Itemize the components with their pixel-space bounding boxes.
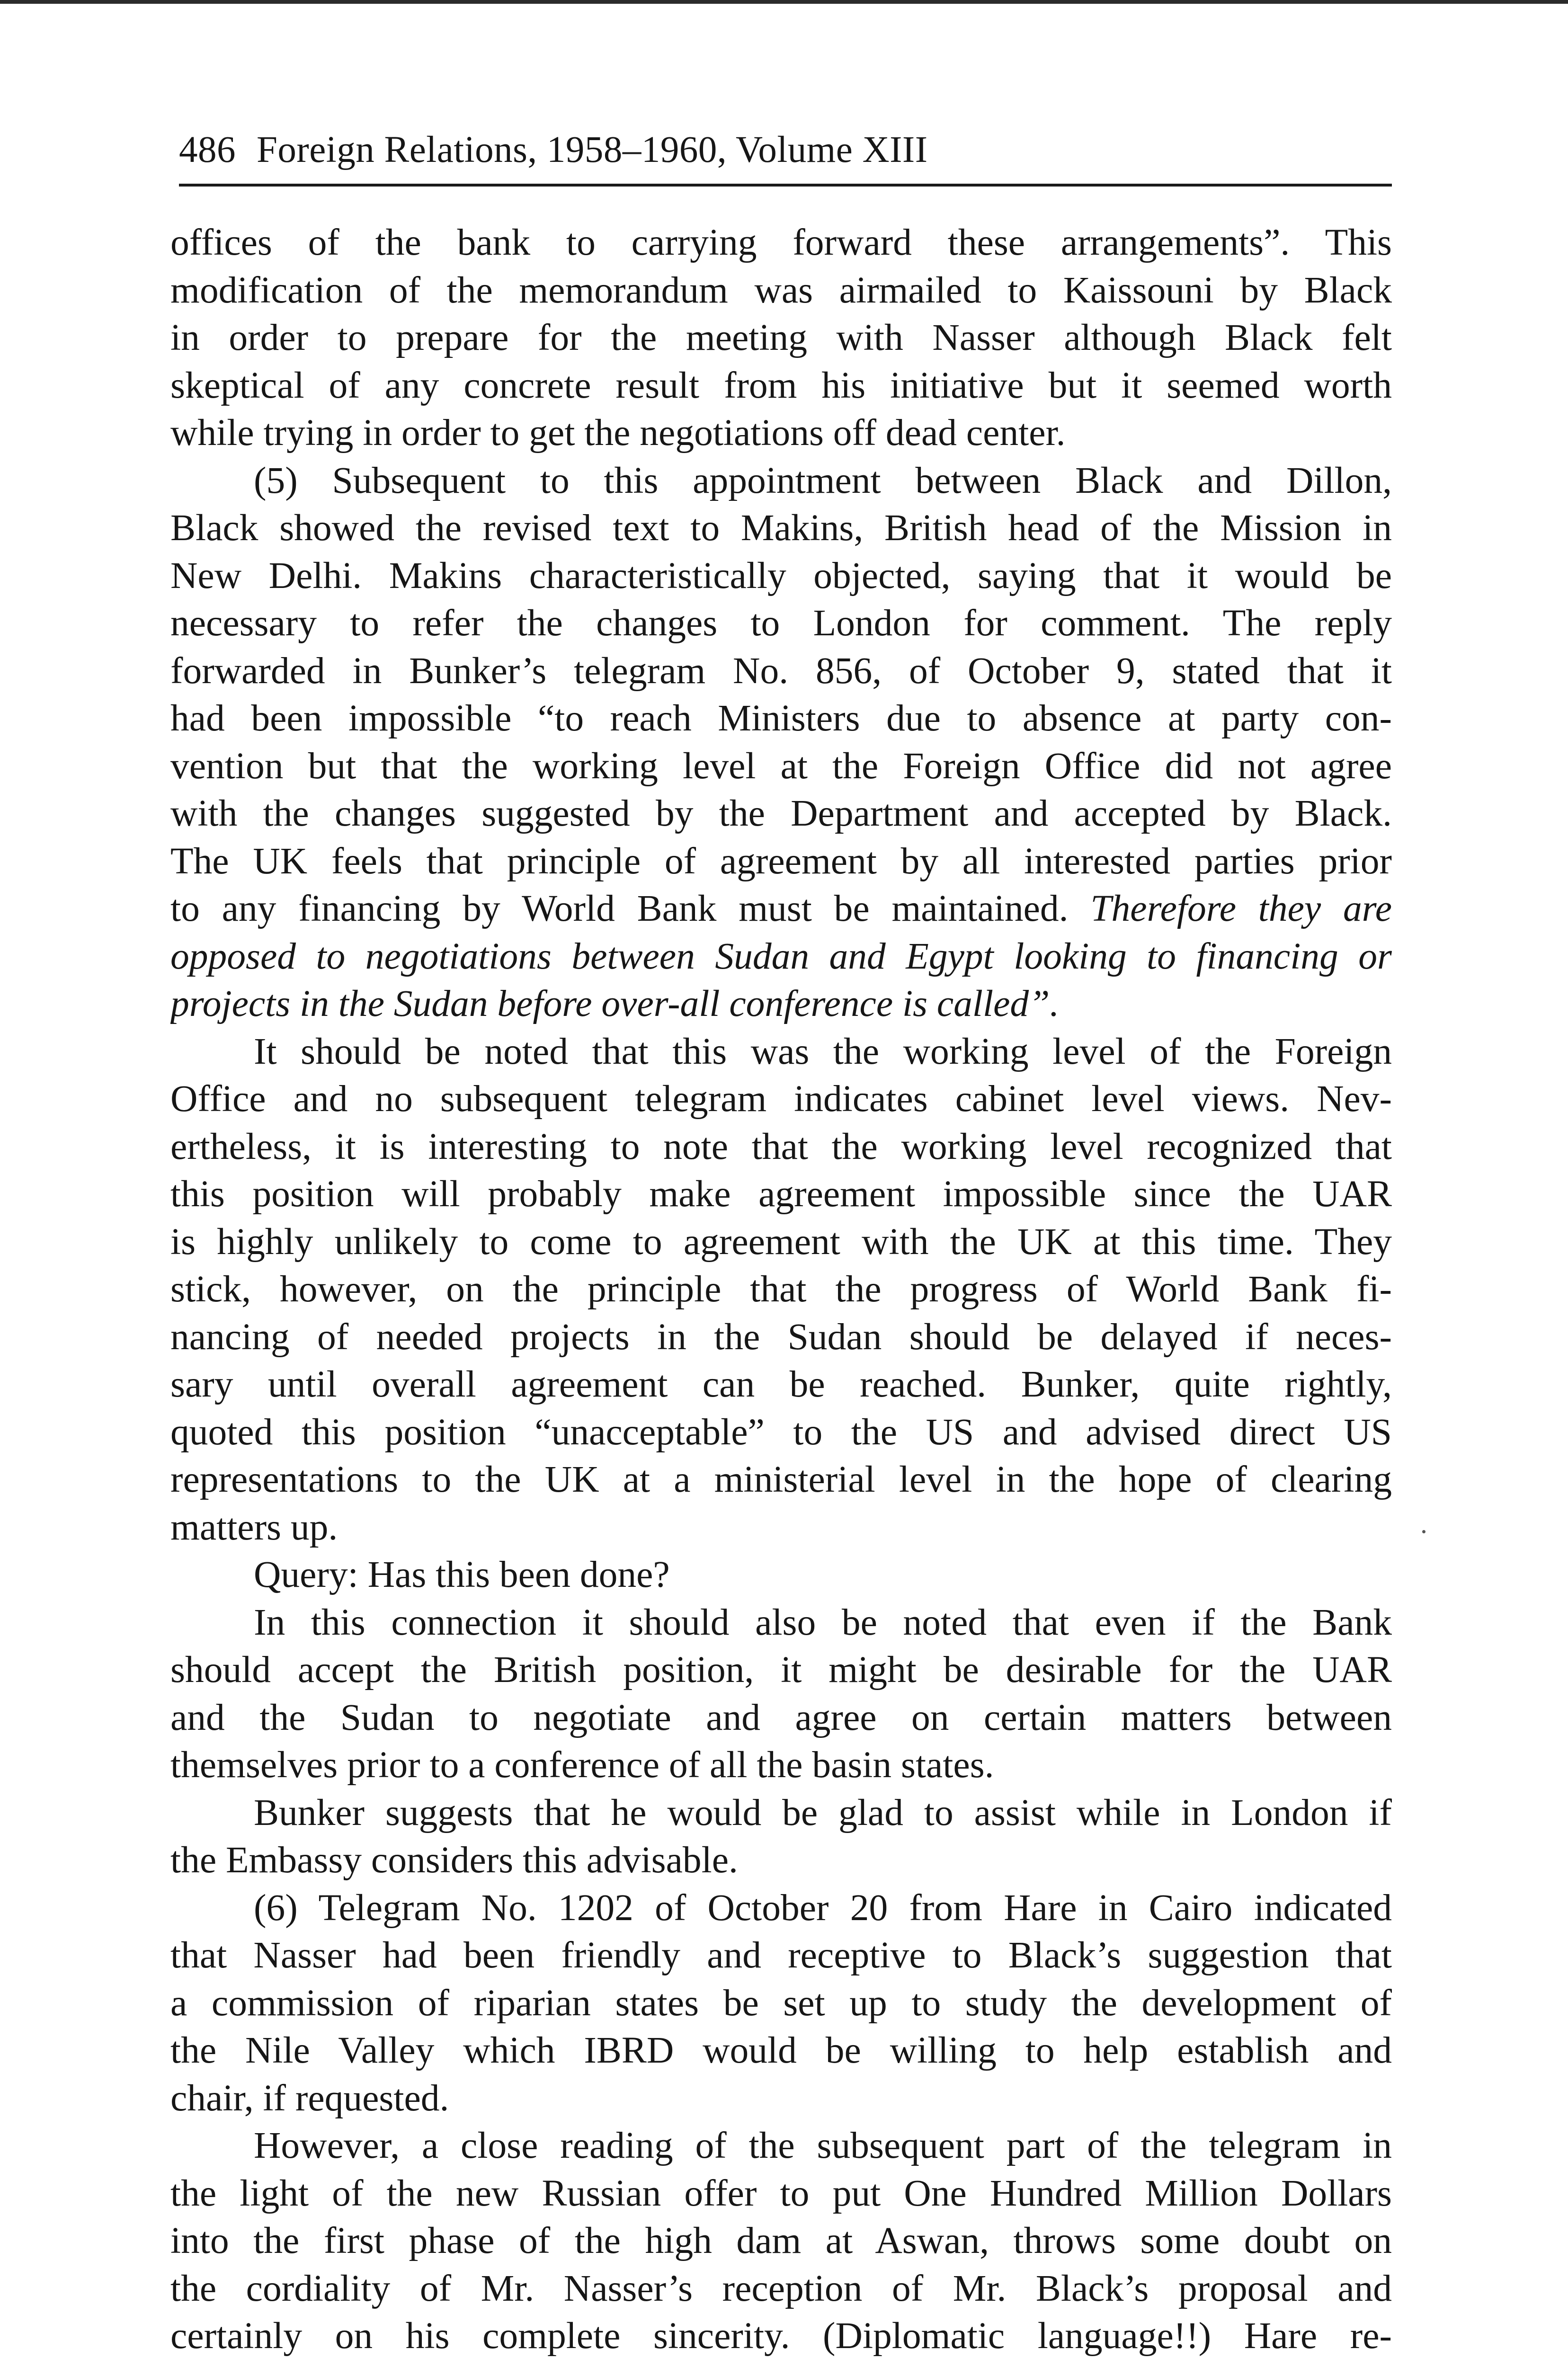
scan-speck: [1422, 1530, 1425, 1533]
text-line: Black showed the revised text to Makins, British head of the Mission in: [170, 507, 1392, 549]
text-line: had been impossible “to reach Ministers due to absence at party con-: [170, 697, 1392, 739]
text-line: quoted this position “unacceptable” to the US and advised direct US: [170, 1411, 1392, 1453]
text-line: while trying in order to get the negotiations off dead center.: [170, 412, 1066, 454]
text-line: should accept the British position, it might be desirable for the UAR: [170, 1649, 1392, 1691]
running-title: Foreign Relations, 1958–1960, Volume XIII: [257, 129, 928, 170]
text-line: into the first phase of the high dam at Aswan, throws some doubt on: [170, 2220, 1392, 2261]
header-rule: [179, 184, 1392, 187]
text-line: Office and no subsequent telegram indicates cabinet level views. Nev-: [170, 1078, 1392, 1120]
text-line: that Nasser had been friendly and receptive to Black’s suggestion that: [170, 1934, 1392, 1976]
italic-fragment: Therefore they are: [1090, 888, 1392, 929]
text-line: Query: Has this been done?: [254, 1554, 670, 1595]
italic-text-line: opposed to negotiations between Sudan and Egypt looking to financing or: [170, 935, 1392, 977]
text-line: In this connection it should also be noted that even if the Bank: [254, 1601, 1392, 1643]
italic-text-line: projects in the Sudan before over-all conference is called”.: [170, 983, 1060, 1024]
text-line: is highly unlikely to come to agreement with the UK at this time. They: [170, 1220, 1392, 1263]
text-line: matters up.: [170, 1506, 338, 1548]
text-line: ertheless, it is interesting to note that the working level recognized that: [170, 1125, 1392, 1167]
text-line: modification of the memorandum was airmailed to Kaissouni by Black: [170, 269, 1392, 311]
scan-top-edge: [0, 0, 1568, 4]
text-line-mixed: [170, 885, 1392, 933]
text-line: (5) Subsequent to this appointment between Black and Dillon,: [254, 459, 1392, 501]
text-line: Bunker suggests that he would be glad to assist while in London if: [254, 1791, 1392, 1833]
text-line: the light of the new Russian offer to put One Hundred Million Dollars: [170, 2172, 1392, 2214]
text-line: in order to prepare for the meeting with Nasser although Black felt: [170, 317, 1392, 358]
text-line: the Nile Valley which IBRD would be willing to help establish and: [170, 2029, 1392, 2071]
text-line: the Embassy considers this advisable.: [170, 1839, 738, 1881]
text-line: representations to the UK at a ministerial level in the hope of clearing: [170, 1459, 1392, 1500]
running-head: [179, 124, 1391, 186]
text-line: However, a close reading of the subsequent part of the telegram in: [254, 2125, 1392, 2166]
text-line: New Delhi. Makins characteristically objected, saying that it would be: [170, 554, 1392, 596]
text-line: necessary to refer the changes to London for comment. The reply: [170, 602, 1392, 644]
text-line: nancing of needed projects in the Sudan should be delayed if neces-: [170, 1316, 1392, 1358]
text-line: certainly on his complete sincerity. (Diplomatic language!!) Hare re-: [170, 2315, 1392, 2357]
text-line: sary until overall agreement can be reached. Bunker, quite rightly,: [170, 1363, 1392, 1405]
text-line: The UK feels that principle of agreement by all interested parties prior: [170, 840, 1392, 882]
text-line: offices of the bank to carrying forward these arrangements”. This: [170, 222, 1392, 263]
text-line: this position will probably make agreement impossible since the UAR: [170, 1173, 1392, 1215]
text-line: and the Sudan to negotiate and agree on certain matters between: [170, 1696, 1392, 1738]
text-line: the cordiality of Mr. Nasser’s reception of Mr. Black’s proposal and: [170, 2267, 1392, 2309]
text-line: with the changes suggested by the Department and accepted by Black.: [170, 792, 1392, 834]
text-line: chair, if requested.: [170, 2077, 449, 2119]
text-line: vention but that the working level at the Foreign Office did not agree: [170, 745, 1392, 787]
body-text: [170, 219, 1392, 2360]
text-line: stick, however, on the principle that the progress of World Bank fi-: [170, 1268, 1392, 1310]
text-line: (6) Telegram No. 1202 of October 20 from Hare in Cairo indicated: [254, 1886, 1392, 1929]
page-number: 486: [179, 129, 236, 170]
text-line: It should be noted that this was the working level of the Foreign: [254, 1030, 1392, 1072]
text-line: themselves prior to a conference of all the basin states.: [170, 1744, 994, 1786]
text-line: forwarded in Bunker’s telegram No. 856, of October 9, stated that it: [170, 650, 1392, 692]
text-fragment: to any financing by World Bank must be maintained.: [170, 888, 1069, 929]
text-line: a commission of riparian states be set up to study the development of: [170, 1982, 1392, 2024]
text-line: skeptical of any concrete result from his initiative but it seemed worth: [170, 364, 1392, 406]
